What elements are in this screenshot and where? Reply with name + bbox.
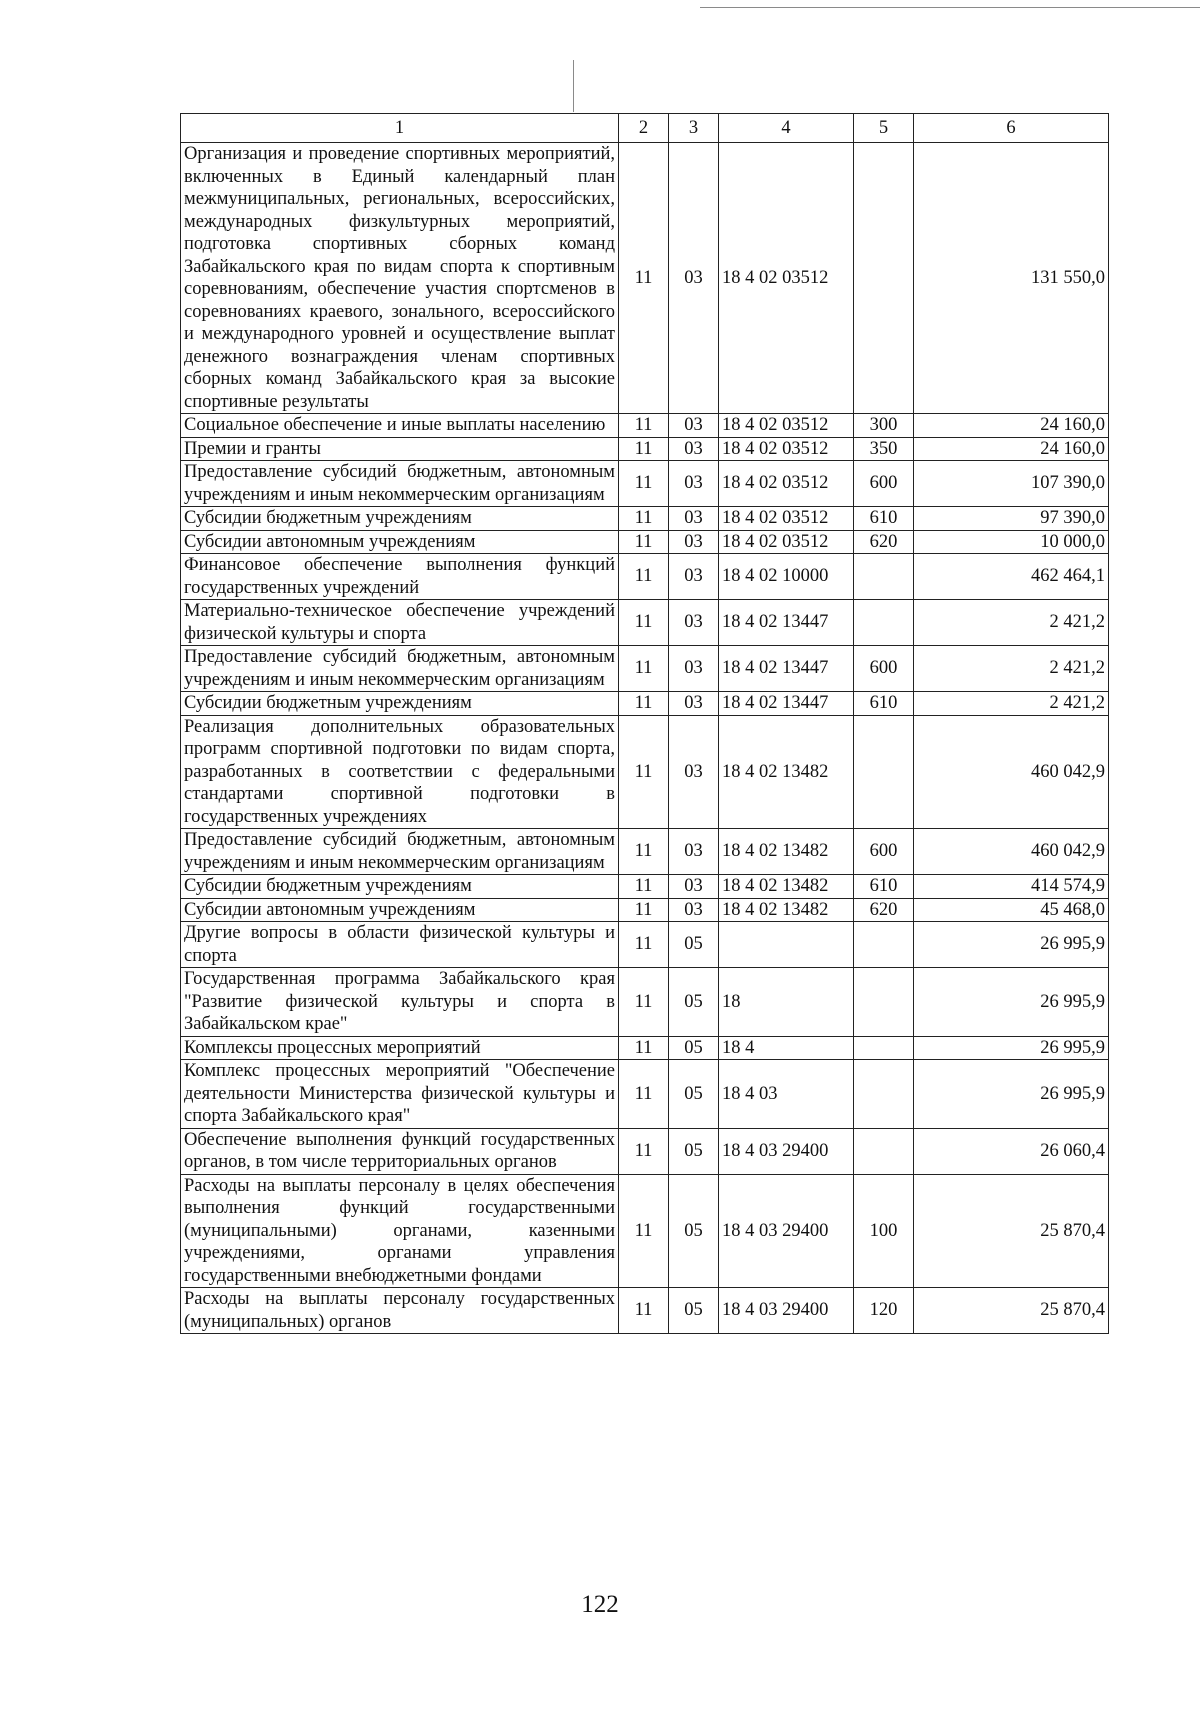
target-article-cell: 18 4 02 13447 <box>719 600 854 646</box>
target-article-cell: 18 <box>719 968 854 1037</box>
subsection-code-cell: 05 <box>669 922 719 968</box>
page-number: 122 <box>581 1591 619 1618</box>
subsection-code-cell: 03 <box>669 507 719 531</box>
row-name-cell: Расходы на выплаты персоналу государственных (муниципальных) органов <box>181 1288 619 1334</box>
target-article-cell: 18 4 03 29400 <box>719 1288 854 1334</box>
subsection-code-cell: 03 <box>669 715 719 829</box>
column-header: 1 <box>181 114 619 143</box>
row-name-cell: Предоставление субсидий бюджетным, автономным учреждениям и иным некоммерческим организациям <box>181 461 619 507</box>
amount-cell: 26 995,9 <box>914 922 1109 968</box>
row-name-cell: Субсидии автономным учреждениям <box>181 898 619 922</box>
subsection-code-cell: 03 <box>669 692 719 716</box>
amount-cell: 26 995,9 <box>914 1060 1109 1129</box>
column-header: 6 <box>914 114 1109 143</box>
expense-type-cell: 600 <box>854 646 914 692</box>
section-code-cell: 11 <box>619 898 669 922</box>
table-row <box>181 968 1109 1037</box>
subsection-code-cell: 03 <box>669 829 719 875</box>
amount-cell: 45 468,0 <box>914 898 1109 922</box>
expense-type-cell: 620 <box>854 530 914 554</box>
expense-type-cell: 620 <box>854 898 914 922</box>
section-code-cell: 11 <box>619 414 669 438</box>
section-code-cell: 11 <box>619 461 669 507</box>
section-code-cell: 11 <box>619 829 669 875</box>
subsection-code-cell: 05 <box>669 1036 719 1060</box>
row-name-cell: Субсидии автономным учреждениям <box>181 530 619 554</box>
expense-type-cell <box>854 143 914 414</box>
subsection-code-cell: 05 <box>669 1060 719 1129</box>
section-code-cell: 11 <box>619 922 669 968</box>
subsection-code-cell: 05 <box>669 1128 719 1174</box>
amount-cell: 131 550,0 <box>914 143 1109 414</box>
expense-type-cell: 350 <box>854 437 914 461</box>
section-code-cell: 11 <box>619 1036 669 1060</box>
section-code-cell: 11 <box>619 646 669 692</box>
expense-type-cell: 300 <box>854 414 914 438</box>
subsection-code-cell: 03 <box>669 530 719 554</box>
table-row <box>181 875 1109 899</box>
table-row <box>181 922 1109 968</box>
table-row <box>181 1036 1109 1060</box>
table-row <box>181 507 1109 531</box>
expense-type-cell <box>854 1060 914 1129</box>
row-name-cell: Премии и гранты <box>181 437 619 461</box>
table-row <box>181 692 1109 716</box>
target-article-cell: 18 4 02 13482 <box>719 875 854 899</box>
row-name-cell: Комплекс процессных мероприятий "Обеспечение деятельности Министерства физической культуры и спорта Забайкальского края" <box>181 1060 619 1129</box>
scan-artifact-vertical-line <box>573 60 574 112</box>
table-row <box>181 1060 1109 1129</box>
expense-type-cell <box>854 554 914 600</box>
row-name-cell: Расходы на выплаты персоналу в целях обеспечения выполнения функций государственными (муниципальными) органами, казенными учреждениями, органами управления государственными внебюджетными фондами <box>181 1174 619 1288</box>
row-name-cell: Субсидии бюджетным учреждениям <box>181 507 619 531</box>
expense-type-cell: 610 <box>854 692 914 716</box>
subsection-code-cell: 03 <box>669 554 719 600</box>
amount-cell: 462 464,1 <box>914 554 1109 600</box>
subsection-code-cell: 03 <box>669 898 719 922</box>
table-row <box>181 414 1109 438</box>
expense-type-cell: 600 <box>854 461 914 507</box>
column-header: 2 <box>619 114 669 143</box>
target-article-cell: 18 4 02 13482 <box>719 715 854 829</box>
expense-type-cell: 610 <box>854 507 914 531</box>
expense-type-cell <box>854 922 914 968</box>
section-code-cell: 11 <box>619 554 669 600</box>
subsection-code-cell: 03 <box>669 437 719 461</box>
row-name-cell: Материально-техническое обеспечение учреждений физической культуры и спорта <box>181 600 619 646</box>
column-header: 3 <box>669 114 719 143</box>
amount-cell: 25 870,4 <box>914 1288 1109 1334</box>
table-row <box>181 829 1109 875</box>
section-code-cell: 11 <box>619 1060 669 1129</box>
section-code-cell: 11 <box>619 1128 669 1174</box>
subsection-code-cell: 05 <box>669 1174 719 1288</box>
expense-type-cell: 100 <box>854 1174 914 1288</box>
target-article-cell: 18 4 02 03512 <box>719 461 854 507</box>
section-code-cell: 11 <box>619 875 669 899</box>
target-article-cell: 18 4 02 13482 <box>719 898 854 922</box>
amount-cell: 107 390,0 <box>914 461 1109 507</box>
section-code-cell: 11 <box>619 968 669 1037</box>
budget-allocation-table <box>180 113 1109 1334</box>
row-name-cell: Организация и проведение спортивных мероприятий, включенных в Единый календарный план межмуниципальных, региональных, всероссийских, международных физкультурных мероприятий, подготовка спортивных сборных команд Забайкальского края по видам спорта к спортивным соревнованиям, обеспечение участия спортсменов в соревнованиях краевого, зонального, всероссийского и международного уровней и осуществление выплат денежного вознаграждения членам спортивных сборных команд Забайкальского края за высокие спортивные результаты <box>181 143 619 414</box>
table-row <box>181 554 1109 600</box>
amount-cell: 24 160,0 <box>914 414 1109 438</box>
amount-cell: 24 160,0 <box>914 437 1109 461</box>
amount-cell: 26 995,9 <box>914 968 1109 1037</box>
row-name-cell: Обеспечение выполнения функций государственных органов, в том числе территориальных органов <box>181 1128 619 1174</box>
section-code-cell: 11 <box>619 143 669 414</box>
subsection-code-cell: 03 <box>669 875 719 899</box>
amount-cell: 2 421,2 <box>914 692 1109 716</box>
section-code-cell: 11 <box>619 507 669 531</box>
target-article-cell: 18 4 02 10000 <box>719 554 854 600</box>
subsection-code-cell: 03 <box>669 414 719 438</box>
amount-cell: 97 390,0 <box>914 507 1109 531</box>
row-name-cell: Социальное обеспечение и иные выплаты населению <box>181 414 619 438</box>
table-header-row <box>181 114 1109 143</box>
subsection-code-cell: 05 <box>669 968 719 1037</box>
target-article-cell: 18 4 02 03512 <box>719 414 854 438</box>
section-code-cell: 11 <box>619 437 669 461</box>
row-name-cell: Предоставление субсидий бюджетным, автономным учреждениям и иным некоммерческим организациям <box>181 646 619 692</box>
row-name-cell: Предоставление субсидий бюджетным, автономным учреждениям и иным некоммерческим организациям <box>181 829 619 875</box>
section-code-cell: 11 <box>619 600 669 646</box>
subsection-code-cell: 03 <box>669 461 719 507</box>
table-body <box>181 143 1109 1334</box>
amount-cell: 2 421,2 <box>914 600 1109 646</box>
row-name-cell: Субсидии бюджетным учреждениям <box>181 692 619 716</box>
target-article-cell: 18 4 02 13447 <box>719 692 854 716</box>
target-article-cell: 18 4 02 13447 <box>719 646 854 692</box>
table-row <box>181 715 1109 829</box>
section-code-cell: 11 <box>619 692 669 716</box>
amount-cell: 26 995,9 <box>914 1036 1109 1060</box>
amount-cell: 10 000,0 <box>914 530 1109 554</box>
table-row <box>181 898 1109 922</box>
row-name-cell: Комплексы процессных мероприятий <box>181 1036 619 1060</box>
amount-cell: 25 870,4 <box>914 1174 1109 1288</box>
table-row <box>181 646 1109 692</box>
target-article-cell: 18 4 02 03512 <box>719 437 854 461</box>
amount-cell: 414 574,9 <box>914 875 1109 899</box>
amount-cell: 460 042,9 <box>914 715 1109 829</box>
table-row <box>181 437 1109 461</box>
table-row <box>181 1128 1109 1174</box>
section-code-cell: 11 <box>619 1288 669 1334</box>
table-row <box>181 1288 1109 1334</box>
section-code-cell: 11 <box>619 530 669 554</box>
target-article-cell: 18 4 <box>719 1036 854 1060</box>
amount-cell: 2 421,2 <box>914 646 1109 692</box>
table-row <box>181 530 1109 554</box>
target-article-cell: 18 4 03 29400 <box>719 1174 854 1288</box>
expense-type-cell: 120 <box>854 1288 914 1334</box>
row-name-cell: Субсидии бюджетным учреждениям <box>181 875 619 899</box>
scan-artifact-top-rule <box>700 7 1200 8</box>
table-row <box>181 461 1109 507</box>
table-row <box>181 1174 1109 1288</box>
column-header: 5 <box>854 114 914 143</box>
target-article-cell: 18 4 02 03512 <box>719 507 854 531</box>
amount-cell: 460 042,9 <box>914 829 1109 875</box>
expense-type-cell: 600 <box>854 829 914 875</box>
target-article-cell: 18 4 03 29400 <box>719 1128 854 1174</box>
table-row <box>181 600 1109 646</box>
expense-type-cell <box>854 968 914 1037</box>
expense-type-cell <box>854 600 914 646</box>
target-article-cell: 18 4 02 13482 <box>719 829 854 875</box>
row-name-cell: Финансовое обеспечение выполнения функций государственных учреждений <box>181 554 619 600</box>
row-name-cell: Государственная программа Забайкальского края "Развитие физической культуры и спорта в Забайкальском крае" <box>181 968 619 1037</box>
section-code-cell: 11 <box>619 1174 669 1288</box>
target-article-cell: 18 4 03 <box>719 1060 854 1129</box>
subsection-code-cell: 03 <box>669 646 719 692</box>
expense-type-cell <box>854 715 914 829</box>
table-row <box>181 143 1109 414</box>
column-header: 4 <box>719 114 854 143</box>
subsection-code-cell: 03 <box>669 600 719 646</box>
section-code-cell: 11 <box>619 715 669 829</box>
expense-type-cell: 610 <box>854 875 914 899</box>
target-article-cell: 18 4 02 03512 <box>719 143 854 414</box>
subsection-code-cell: 05 <box>669 1288 719 1334</box>
amount-cell: 26 060,4 <box>914 1128 1109 1174</box>
expense-type-cell <box>854 1128 914 1174</box>
row-name-cell: Другие вопросы в области физической культуры и спорта <box>181 922 619 968</box>
subsection-code-cell: 03 <box>669 143 719 414</box>
target-article-cell: 18 4 02 03512 <box>719 530 854 554</box>
expense-type-cell <box>854 1036 914 1060</box>
target-article-cell <box>719 922 854 968</box>
row-name-cell: Реализация дополнительных образовательных программ спортивной подготовки по видам спорта, разработанных в соответствии с федеральными стандартами спортивной подготовки в государственных учреждениях <box>181 715 619 829</box>
